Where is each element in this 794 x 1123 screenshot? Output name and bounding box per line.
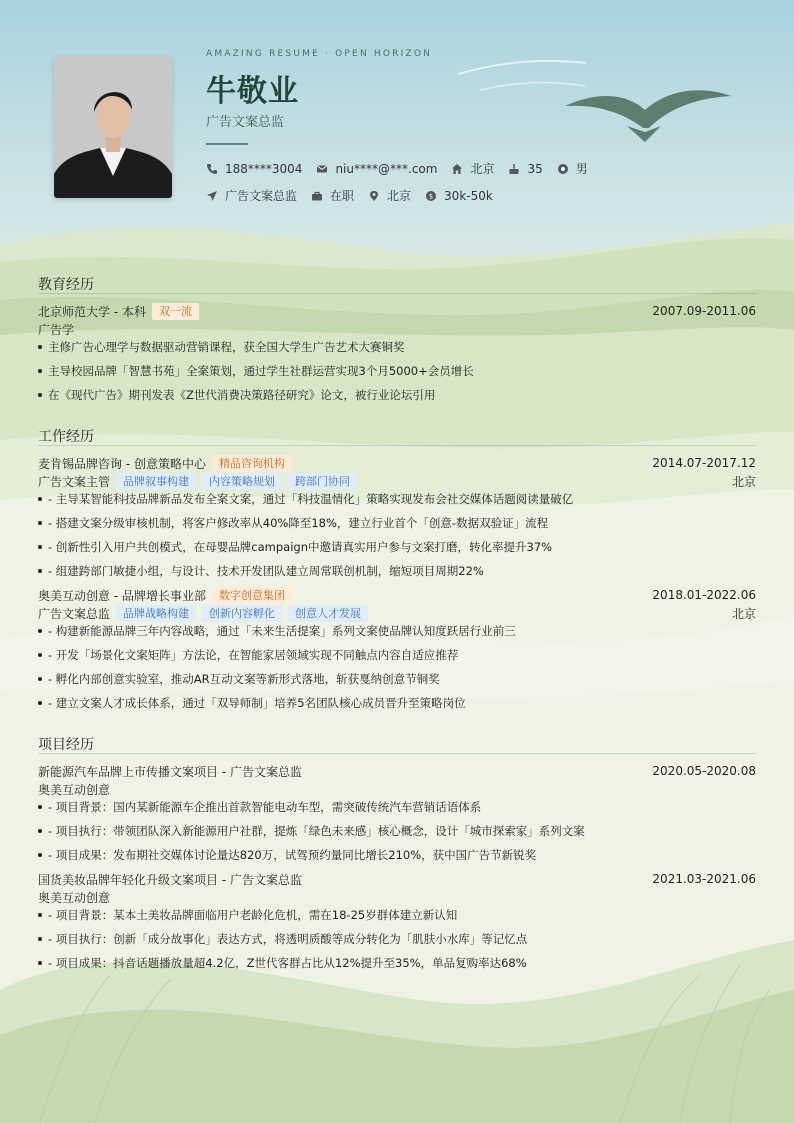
intent-status — [311, 187, 354, 204]
list-item-text: 主修广告心理学与数据驱动营销课程，获全国大学生广告艺术大赛铜奖 — [48, 340, 405, 354]
contact-row — [206, 160, 602, 177]
intent-position — [206, 187, 297, 204]
skill-tag: 跨部门协同 — [288, 473, 357, 490]
work-company: 奥美互动创意 - 品牌增长事业部 — [38, 588, 206, 603]
list-item — [38, 847, 536, 863]
skill-tag: 创新内容孵化 — [202, 605, 282, 622]
list-item-text: - 项目背景：某本土美妆品牌面临用户老龄化危机，需在18-25岁群体建立新认知 — [48, 908, 458, 922]
list-item-text: - 孵化内部创意实验室，推动AR互动文案等新形式落地，斩获戛纳创意节铜奖 — [48, 672, 440, 686]
list-item-text: - 搭建文案分级审核机制，将客户修改率从40%降至18%，建立行业首个「创意-数据双验证」流程 — [48, 516, 549, 530]
work-company-row — [38, 454, 756, 472]
work-company: 麦肯锡品牌咨询 - 创意策略中心 — [38, 456, 206, 471]
location-pin-icon — [368, 190, 380, 202]
intent-salary-value: 30k-50k — [444, 188, 493, 203]
work-role: 广告文案主管 — [38, 474, 111, 489]
work-company-tag: 精品咨询机构 — [212, 455, 292, 472]
list-item-text: - 项目背景：国内某新能源车企推出首款智能电动车型，需突破传统汽车营销话语体系 — [48, 800, 482, 814]
work-heading: 工作经历 — [38, 429, 94, 445]
list-item-text: 在《现代广告》期刊发表《Z世代消费决策路径研究》论文，被行业论坛引用 — [48, 388, 436, 402]
skill-tag: 品牌战略构建 — [116, 605, 196, 622]
list-item — [38, 907, 457, 923]
candidate-name: 牛敬业 — [206, 74, 299, 109]
list-item — [38, 823, 585, 839]
project-org-row — [38, 780, 756, 798]
bird-icon — [565, 84, 733, 146]
list-item — [38, 539, 552, 555]
candidate-title: 广告文案总监 — [206, 115, 285, 130]
intent-position-value: 广告文案总监 — [225, 189, 298, 203]
list-item-text: - 项目成果：抖音话题播放量超4.2亿，Z世代客群占比从12%提升至35%，单品复购率达68% — [48, 956, 527, 970]
list-item-text: - 组建跨部门敏捷小组，与设计、技术开发团队建立周常联创机制，缩短项目周期22% — [48, 564, 484, 578]
project-date: 2021.03-2021.06 — [652, 872, 756, 886]
cake-icon — [508, 163, 520, 175]
skill-tag: 创意人才发展 — [288, 605, 368, 622]
list-item — [38, 931, 527, 947]
list-item-text: - 开发「场景化文案矩阵」方法论，在智能家居领域实现不同触点内容自适应推荐 — [48, 648, 459, 662]
work-city: 北京 — [731, 474, 756, 489]
gender-icon — [557, 163, 569, 175]
svg-text:$: $ — [428, 192, 434, 200]
list-item — [38, 671, 440, 687]
money-icon — [425, 190, 437, 202]
education-school-row — [38, 302, 756, 320]
list-item-text: - 项目成果：发布期社交媒体讨论量达820万，试驾预约量同比增长210%，获中国广告节新锐奖 — [48, 848, 537, 862]
avatar — [54, 56, 172, 198]
work-divider — [38, 445, 756, 446]
intent-row — [206, 187, 507, 204]
project-name: 国货美妆品牌年轻化升级文案项目 - 广告文案总监 — [38, 872, 302, 887]
project-name-row — [38, 762, 756, 780]
intent-city-value: 北京 — [387, 189, 412, 203]
work-company-row — [38, 586, 756, 604]
list-item-text: - 构建新能源品牌三年内容战略，通过「未来生活提案」系列文案使品牌认知度跃居行业前三 — [48, 624, 516, 638]
contact-phone — [206, 162, 302, 176]
education-tag: 双一流 — [152, 303, 199, 320]
mail-icon — [316, 163, 328, 175]
list-item — [38, 387, 435, 403]
list-item-text: 主导校园品牌「智慧书苑」全案策划，通过学生社群运营实现3个月5000+会员增长 — [48, 364, 474, 378]
skill-tag: 内容策略规划 — [202, 473, 282, 490]
list-item-text: - 主导某智能科技品牌新品发布全案文案，通过「科技温情化」策略实现发布会社交媒体话题阅读量破亿 — [48, 492, 574, 506]
work-role-row — [38, 472, 756, 490]
project-name-row — [38, 870, 756, 888]
contact-home-value: 北京 — [470, 162, 495, 176]
list-item — [38, 339, 405, 355]
list-item-text: - 建立文案人才成长体系，通过「双导师制」培养5名团队核心成员晋升至策略岗位 — [48, 696, 466, 710]
avatar-portrait-image — [54, 56, 172, 198]
contact-gender — [557, 160, 588, 177]
contact-phone-value: 188****3004 — [225, 161, 303, 176]
work-city: 北京 — [731, 606, 756, 621]
work-date: 2014.07-2017.12 — [652, 456, 756, 470]
education-school: 北京师范大学 - 本科 — [38, 304, 146, 319]
list-item — [38, 623, 516, 639]
briefcase-icon — [311, 190, 323, 202]
list-item — [38, 695, 466, 711]
resume-tagline: AMAZING RESUME · OPEN HORIZON — [206, 49, 433, 59]
title-divider — [206, 143, 248, 145]
list-item-text: - 创新性引入用户共创模式，在母婴品牌campaign中邀请真实用户参与文案打磨，转化率提升37% — [48, 540, 553, 554]
project-org-row — [38, 888, 756, 906]
contact-email-value: niu****@***.com — [335, 161, 438, 176]
education-divider — [38, 293, 756, 294]
list-item-text: - 项目执行：带领团队深入新能源用户社群，提炼「绿色未来感」核心概念，设计「城市探索家」系列文案 — [48, 824, 585, 838]
education-major: 广告学 — [38, 322, 75, 337]
intent-city — [368, 187, 411, 204]
contact-gender-value: 男 — [575, 162, 588, 176]
contact-age-value: 35 — [527, 161, 543, 176]
project-date: 2020.05-2020.08 — [652, 764, 756, 778]
contact-email — [316, 162, 437, 176]
skill-tag: 品牌叙事构建 — [116, 473, 196, 490]
send-icon — [206, 190, 218, 202]
list-item — [38, 799, 481, 815]
contact-age — [508, 162, 542, 176]
work-role-row — [38, 604, 756, 622]
work-role: 广告文案总监 — [38, 606, 111, 621]
projects-divider — [38, 753, 756, 754]
list-item — [38, 515, 548, 531]
projects-heading: 项目经历 — [38, 737, 94, 753]
list-item — [38, 955, 527, 971]
list-item — [38, 491, 573, 507]
list-item — [38, 363, 474, 379]
project-org: 奥美互动创意 — [38, 782, 111, 797]
phone-icon — [206, 163, 218, 175]
home-icon — [451, 163, 463, 175]
work-date: 2018.01-2022.06 — [652, 588, 756, 602]
project-name: 新能源汽车品牌上市传播文案项目 - 广告文案总监 — [38, 764, 302, 779]
intent-status-value: 在职 — [330, 189, 355, 203]
project-org: 奥美互动创意 — [38, 890, 111, 905]
list-item — [38, 647, 458, 663]
contact-home — [451, 160, 494, 177]
work-company-tag: 数字创意集团 — [212, 587, 292, 604]
education-date: 2007.09-2011.06 — [652, 304, 756, 318]
intent-salary — [425, 189, 493, 203]
list-item — [38, 563, 484, 579]
education-heading: 教育经历 — [38, 277, 94, 293]
list-item-text: - 项目执行：创新「成分故事化」表达方式，将透明质酸等成分转化为「肌肤小水库」等记忆点 — [48, 932, 528, 946]
education-major-row — [38, 320, 756, 338]
